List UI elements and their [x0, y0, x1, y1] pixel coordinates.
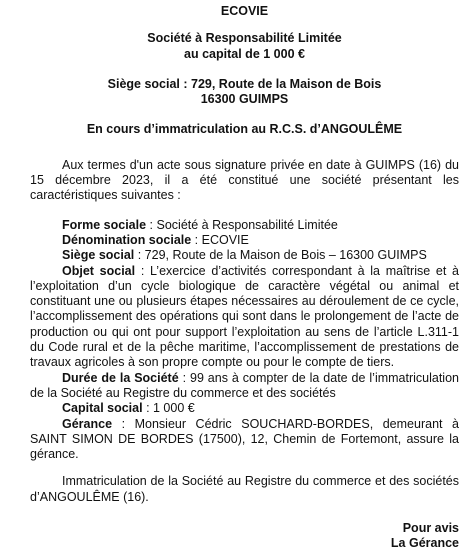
siege-social-line [30, 248, 459, 263]
intro-paragraph: Aux termes d'un acte sous signature privée en date à GUIMPS (16) du 15 décembre 2023, il a été constitué une société présentant les caractéristiques suivantes : [30, 157, 459, 203]
registration-status: En cours d’immatriculation au R.C.S. d’ANGOULÊME [86, 122, 403, 137]
duree-label: Durée de la Société [62, 370, 179, 385]
capital-value: : 1 000 € [142, 401, 195, 416]
spacer [30, 462, 459, 474]
registered-office-block [30, 77, 459, 108]
share-capital: au capital de 1 000 € [184, 46, 305, 61]
objet-social-label: Objet social [62, 263, 136, 278]
forme-sociale-value: : Société à Responsabilité Limitée [146, 217, 338, 232]
signature-pour-avis: Pour avis [402, 521, 459, 536]
siege-social-label: Siège social [62, 248, 135, 263]
siege-social-value: : 729, Route de la Maison de Bois – 16300 GUIMPS [134, 248, 427, 263]
gerance-paragraph [30, 417, 459, 463]
registered-office-address: Siège social : 729, Route de la Maison de Bois [107, 76, 382, 91]
company-name: ECOVIE [220, 4, 269, 18]
denomination-line [30, 233, 459, 248]
capital-line [30, 401, 459, 416]
duree-paragraph [30, 371, 459, 402]
forme-sociale-label: Forme sociale [62, 217, 147, 232]
gerance-value: : Monsieur Cédric SOUCHARD-BORDES, demeurant à SAINT SIMON DE BORDES (17500), 12, Chemin de Fortemont, assure la gérance. [30, 416, 459, 462]
legal-form: Société à Responsabilité Limitée [147, 31, 342, 46]
forme-sociale-line [30, 218, 459, 233]
duree-value: : 99 ans à compter de la date de l’immatriculation de la Société au Registre du commerce et des sociétés [30, 370, 459, 400]
legal-form-block [30, 31, 459, 62]
immatriculation-paragraph: Immatriculation de la Société au Registre du commerce et des sociétés d’ANGOULÊME (16). [30, 474, 459, 504]
objet-social-paragraph [30, 264, 459, 371]
signature-block [30, 521, 459, 552]
gerance-label: Gérance [62, 416, 113, 431]
denomination-value: : ECOVIE [191, 232, 249, 247]
objet-social-value: : L’exercice d’activités correspondant à la maîtrise et à l’exploitation d’un cycle biologique de caractère végétal ou animal et constituant une ou plusieurs étapes nécessaires au déroulement de ce cycle, l’accomplissement des opérations qui sont dans le prolongement de l’acte de production ou qui ont pour support l’exploitation au sens de l’article L.311-1 du Code rural et de la pêche maritime, l’accomplissement de prestations de travaux agricoles à son propre compte ou pour le compte de tiers. [30, 263, 459, 370]
denomination-label: Dénomination sociale [62, 232, 192, 247]
capital-label: Capital social [62, 401, 143, 416]
signature-gerance: La Gérance [390, 536, 459, 551]
registered-office-postcode: 16300 GUIMPS [200, 92, 289, 107]
